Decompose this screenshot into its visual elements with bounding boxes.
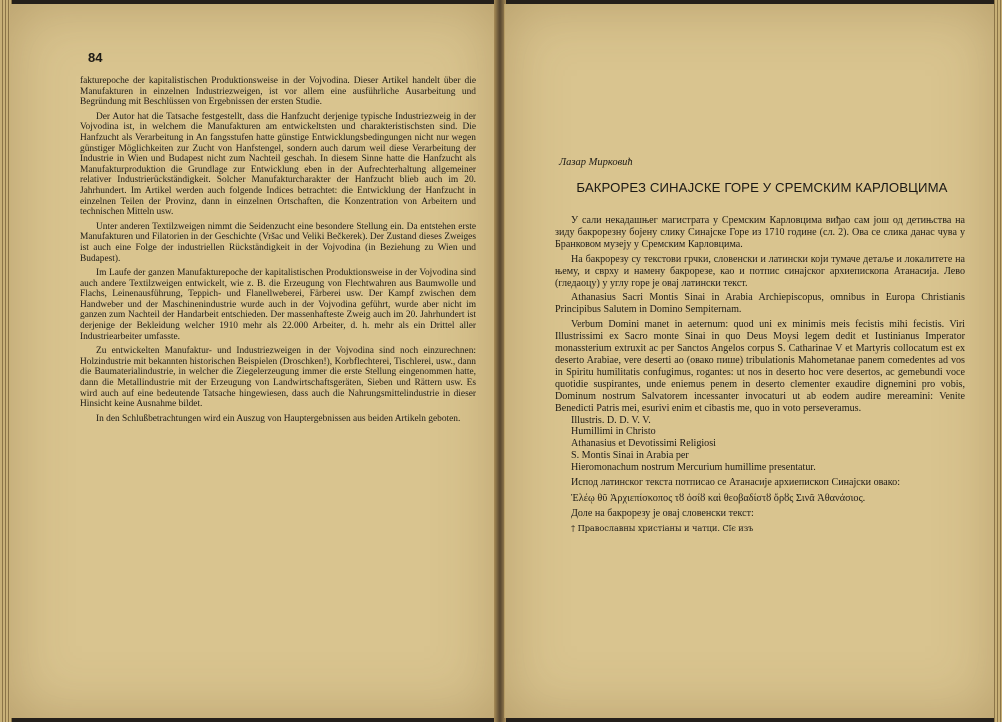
signature-line: Hieromonachum nostrum Mercurium humillime presentatur. xyxy=(571,462,816,474)
greek-signature: Ἐλέῳ θῦ Ἀρχιεπίσκοπος τȣ ὁσίȣ καὶ θεοβαδίστȣ ὄρȣς Σινᾶ Ἀθανάσιος. xyxy=(571,492,866,504)
right-column xyxy=(555,212,965,535)
left-column xyxy=(80,76,476,424)
paragraph: У сали некадашњег магистрата у Сремским Карловцима виђао сам још од детињства на зиду бакрорезну бојену слику Синајске Горе из 1710 године (сл. 2). Ова се слика данас чува у Бранковом музеју у Сремским Карловцима. xyxy=(555,215,965,250)
page-edges-right xyxy=(994,0,1002,722)
paragraph: Im Laufe der ganzen Manufakturepoche der kapitalistischen Produktionsweise in der Vojvodina sind auch andere Textilzweigen entwickelt, wie z. B. die Erzeugung von Flechtwahren aus Baumwolle und Flachs, Leinenausführung, Teppich- und Flanellweberei, Färberei usw. Der Kampf zwischen dem Handweber und der Maschinenindustrie wurde auch in der Vojvodina geführt, wurde aber nicht im ganzen zum Nachteil der Handarbeit entschieden. Der massenhafteste Zweig auch im 20. Jahrhundert ist derjenige der Bekleidung welcher 1910 mehr als 22.000 Arbeiter, d. h. mehr als ein Drittel aller Industriearbeiter umfasste. xyxy=(80,268,476,342)
slavonic-text: † Православны христіаны и чатци. Сїє изъ xyxy=(571,522,754,533)
latin-signature xyxy=(555,415,965,475)
latin-paragraph: Athanasius Sacri Montis Sinai in Arabia Archiepiscopus, omnibus in Europa Christianis Principibus Salutem in Domino Sempiternam. xyxy=(555,292,965,316)
right-page xyxy=(504,4,997,718)
left-page xyxy=(10,4,497,718)
signature-line: S. Montis Sinai in Arabia per xyxy=(571,450,689,462)
paragraph: In den Schlußbetrachtungen wird ein Auszug von Hauptergebnissen aus beiden Artikeln geboten. xyxy=(96,413,461,424)
paragraph: Доле на бакрорезу је овај словенски текст: xyxy=(571,507,754,519)
latin-paragraph: Verbum Domini manet in aeternum: quod uni ex minimis meis fecistis mihi fecistis. Viri Illustrissimi ex Sacro monte Sinai in quo Deus Moysi legem dedit et Iustinianus Imperator monassterium extruxit ac per Sanctos Angelos corpus S. Catharinae V et Martyris collocatum est ex deserto Arabiae, vere deserti ao (овако пише) tribulationis Mahometanae panem comedentes ad vos in Spiritu humilitatis confugimus, rogantes: ut nos in deserto hoc vere desertos, ac gemebundi voce quotidie suspirantes, unde eniemus penem in deserto clementer exaudire dignemini pro vobis, Dominum nostrum Salvatorem incessanter invocaturi ut ab eodem audire mereamini: Venite Benedicti Patris mei, esurivi enim et cibastis me, quo in voto perseveramus. xyxy=(555,319,965,414)
article-title: БАКРОРЕЗ СИНАЈСКЕ ГОРЕ У СРЕМСКИМ КАРЛОВЦИМА xyxy=(576,180,948,195)
page-number: 84 xyxy=(88,50,103,65)
paragraph: fakturepoche der kapitalistischen Produktionsweise in der Vojvodina. Dieser Artikel handelt über die Manufakturen in einzelnen Industriezweigen, ist vor allem eine ausführliche Ausarbeitung und Begründung mit Beschlüssen von Ergebnissen der ersten Studie. xyxy=(80,76,476,108)
paragraph: Испод латинског текста потписао се Атанасије архиепископ Синајски овако: xyxy=(571,477,900,489)
paragraph: Zu entwickelten Manufaktur- und Industriezweigen in der Vojvodina sind noch einzurechnen: Holzindustrie mit bekannten historischen Beispielen (Droschken!), Korbflechterei, Tischlerei, usw., dann die Baumaterialindustrie, in welcher die Ziegelerzeugung immer die erste Stellung eingenommen hatte, dann die Metallindustrie mit der Erzeugung von Landwirtschaftsgeräten, Sieben und Rättern usw. Es wird auch auf eine bedeutende Tatsache hingewiesen, dass auch die Nahrungsmittelindustrie in dieser Hinsicht keine Ausnahme bildet. xyxy=(80,346,476,410)
signature-line: Athanasius et Devotissimi Religiosi xyxy=(571,438,716,450)
signature-line: Illustris. D. D. V. V. xyxy=(571,414,651,426)
paragraph: Der Autor hat die Tatsache festgestellt, dass die Hanfzucht derjenige typische Industriezweig in der Vojvodina ist, in welchem die Manufakturen am entwickeltsten und charakteristischsten sind. Die Hanfzucht als Verarbeitung in An fangsstufen hatte günstige Entwicklungsbedingungen nicht nur wegen günstiger Möglichkeiten zur Zucht von Hanfstengel, sondern auch darum weil diese Verarbeitung der Industrie in Wien und Budapest nicht zum Nachteil geschah. In diesem Sinne hatte die Hanfzucht als Manufakturproduktion die Grundlage zur Entwicklung eben in der Aufrechterhaltung allgemeiner relativer Industrierückständigkeit. Solcher Manufakturcharakter der Hanfzucht blieb auch im 20. Jahrhundert. Im Artikel werden auch folgende Indices betrachtet: die Entwicklung der Hanfzucht in einzelnen Teilen der Provinz, dann in einzelnen Ortschaften, die Konzentration von Arbeitern und technischen Mitteln usw. xyxy=(80,111,476,218)
paragraph: Unter anderen Textilzweigen nimmt die Seidenzucht eine besondere Stellung ein. Da entstehen erste Manufakturen und Filatorien in der Geschichte (Vršac und Veliki Bečkerek). Der Zustand dieses Zweiges ist auch eine Folge der industriellen Rückständigkeit in der Vojvodina (in Beziehung zu Wien und Budapest). xyxy=(80,221,476,264)
article-author: Лазар Мирковић xyxy=(559,157,633,168)
signature-line: Humillimi in Christo xyxy=(571,426,656,438)
paragraph: На бакрорезу су текстови грчки, словенски и латински који тумаче детаље и локалитете на њему, и сврху и намену бакрорезе, као и потпис синајског архиепископа Атанасија. Лево (гледаоцу) у углу горе је овај латински текст. xyxy=(555,253,965,289)
